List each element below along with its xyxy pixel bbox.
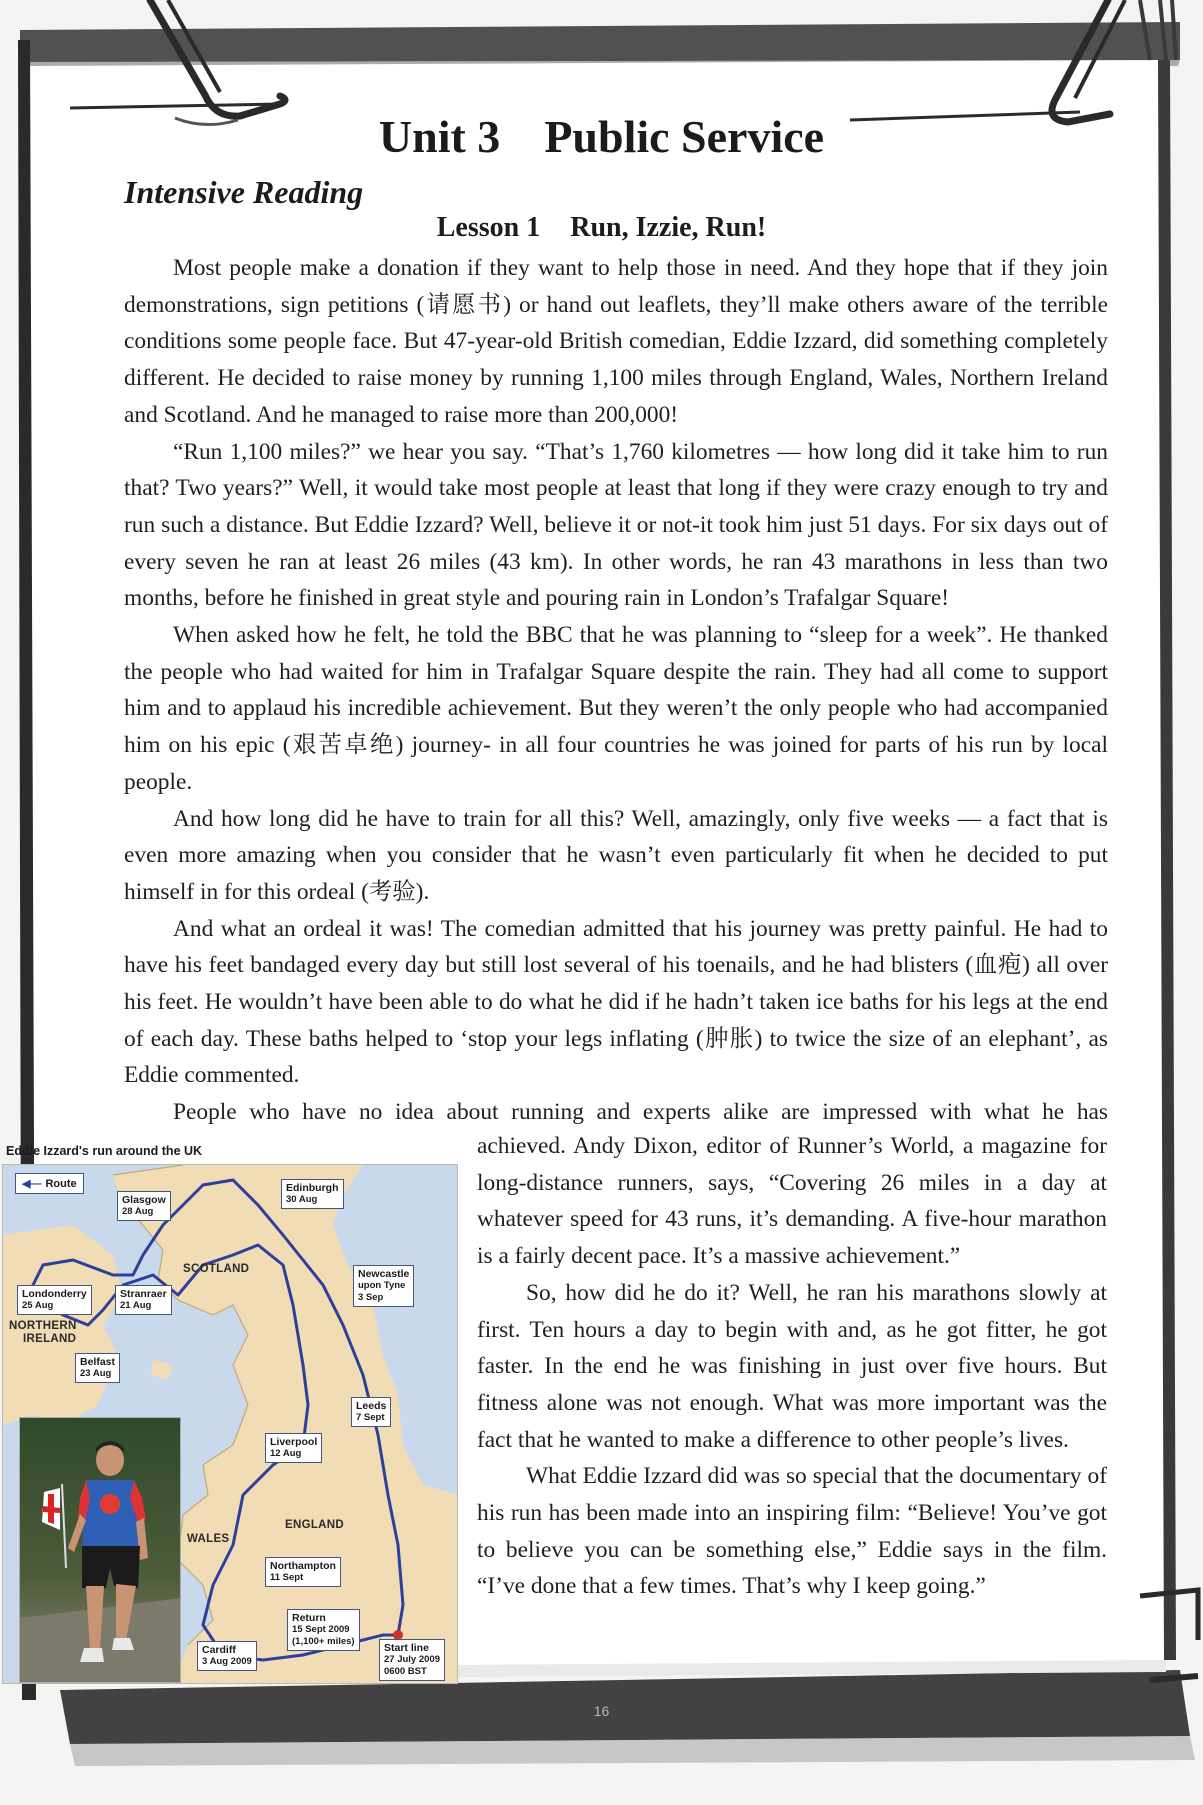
country-label: NORTHERN — [9, 1320, 77, 1332]
runner-photo — [19, 1417, 181, 1683]
map-stop-cardiff: Cardiff 3 Aug 2009 — [197, 1641, 257, 1671]
route-map — [2, 1164, 458, 1684]
map-stop-londonderry: Londonderry 25 Aug — [17, 1285, 92, 1315]
paragraph: And what an ordeal it was! The comedian admitted that his journey was pretty painful. He had to have his feet bandaged every day but still lost several of his toenails, and he had blisters (血疱) all over his feet. He wouldn’t have been able to do what he did if he hadn’t taken ice baths for his legs at the end of each day. These baths helped to ‘stop your legs inflating (肿胀) to twice the size of an elephant’, as Eddie commented. — [124, 915, 1108, 1089]
map-stop-leeds: Leeds 7 Sept — [351, 1397, 391, 1427]
paragraph: When asked how he felt, he told the BBC that he was planning to “sleep for a week”. He thanked the people who had waited for him in Trafalgar Square despite the rain. They had all come to support him and to applaud his incredible achievement. But they weren’t the only people who had accompanied him on his epic (艰苦卓绝) journey- in all four countries he was joined for parts of his run by local people. — [124, 622, 1108, 795]
article-body-continued — [477, 1128, 1107, 1605]
map-caption: Eddie Izzard's run around the UK — [6, 1144, 203, 1158]
paragraph: Most people make a donation if they want to help those in need. And they hope that if they join demonstrations, sign petitions (请愿书) or hand out leaflets, they’ll make others aware of the terrible conditions some people face. But 47-year-old British comedian, Eddie Izzard, did something completely different. He decided to raise money by running 1,100 miles through England, Wales, Northern Ireland and Scotland. And he managed to raise more than 200,000! — [124, 255, 1108, 428]
map-stop-newcastle: Newcastle upon Tyne 3 Sep — [353, 1265, 414, 1307]
unit-title — [0, 110, 1203, 163]
country-label: WALES — [187, 1533, 230, 1545]
paragraph: People who have no idea about running and experts alike are impressed with what he has — [173, 1099, 1108, 1126]
article-body — [124, 250, 1108, 1131]
map-stop-edinburgh: Edinburgh 30 Aug — [281, 1179, 344, 1209]
paragraph: What Eddie Izzard did was so special that the documentary of his run has been made into an inspiring film: “Believe! You’ve got to believe you can be something else,” Eddie says in the film. “I’ve done that a few times. That’s why I keep going.” — [477, 1463, 1107, 1600]
country-label: ENGLAND — [285, 1519, 344, 1531]
unit-name: Public Service — [544, 111, 825, 162]
lesson-title — [0, 212, 1203, 244]
paragraph: And how long did he have to train for all this? Well, amazingly, only five weeks — a fact that is even more amazing when you consider that he wasn’t even particularly fit when he decided to put himself in for this ordeal (考验). — [124, 805, 1108, 905]
arrow-left-icon: ◀— — [22, 1178, 42, 1190]
map-stop-stranraer: Stranraer 21 Aug — [115, 1285, 172, 1315]
map-stop-glasgow: Glasgow 28 Aug — [117, 1191, 171, 1221]
paragraph: So, how did he do it? Well, he ran his marathons slowly at first. Ten hours a day to begin with and, as he got fitter, he got faster. In the end he was finishing in just over five hours. But fitness alone was not enough. What was more important was the fact that he wanted to make a difference to other people’s lives. — [477, 1279, 1107, 1453]
map-stop-belfast: Belfast 23 Aug — [75, 1353, 120, 1383]
section-title: Intensive Reading — [124, 174, 364, 210]
country-label: SCOTLAND — [183, 1263, 250, 1275]
route-key: ◀— Route — [15, 1173, 84, 1194]
paragraph: achieved. Andy Dixon, editor of Runner’s World, a magazine for long-distance runners, says, “Covering 26 miles in a day at whatever speed for 43 runs, it’s demanding. A five-hour marathon is a fairly decent pace. It’s a massive achievement.” — [477, 1133, 1107, 1270]
page-number: 16 — [593, 1703, 610, 1719]
paragraph: “Run 1,100 miles?” we hear you say. “That’s 1,760 kilometres — how long did it take him to run that? Two years?” Well, it would take most people at least that long if they were crazy enough to try and run such a distance. But Eddie Izzard? Well, believe it or not-it took him just 51 days. For six days out of every seven he ran at least 26 miles (43 km). In other words, he ran 43 marathons in less than two months, before he finished in great style and pouring rain in London’s Trafalgar Square! — [124, 438, 1108, 612]
unit-number: Unit 3 — [378, 111, 501, 162]
map-stop-start-line: Start line 27 July 2009 0600 BST — [379, 1639, 445, 1681]
lesson-name: Run, Izzie, Run! — [570, 212, 767, 243]
country-label: IRELAND — [23, 1333, 77, 1345]
map-stop-return: Return 15 Sept 2009 (1,100+ miles) — [287, 1609, 360, 1651]
map-stop-northampton: Northampton 11 Sept — [265, 1557, 341, 1587]
map-stop-liverpool: Liverpool 12 Aug — [265, 1433, 322, 1463]
runner-illustration — [20, 1418, 181, 1683]
lesson-number: Lesson 1 — [436, 212, 541, 243]
